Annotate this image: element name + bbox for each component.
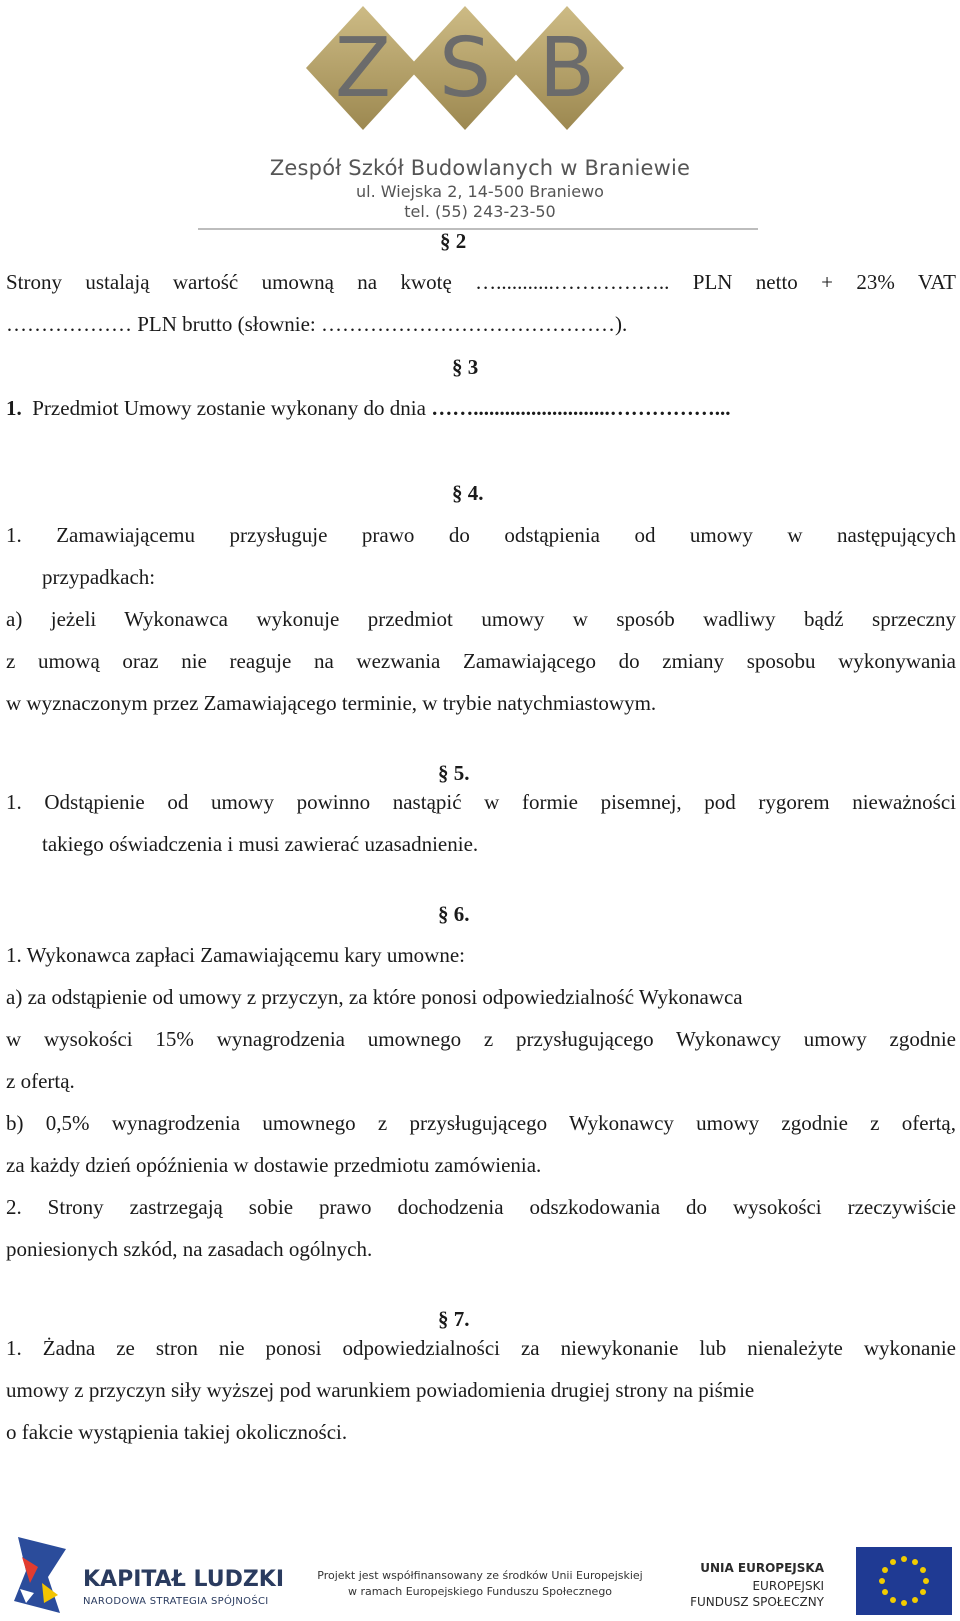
s4-line-5: w wyznaczonym przez Zamawiającego terminie, w trybie natychmiastowym. [6, 691, 657, 715]
kapital-ludzki-star-icon [8, 1531, 74, 1617]
section-3-heading: § 3 [452, 355, 479, 379]
s6-line-3: w wysokości 15% wynagrodzenia umownego z przysługującego Wykonawcy umowy zgodnie [6, 1027, 956, 1051]
kapital-ludzki-subtitle: NARODOWA STRATEGIA SPÓJNOŚCI [83, 1596, 269, 1607]
s4-line-3: a) jeżeli Wykonawca wykonuje przedmiot umowy w sposób wadliwy bądź sprzeczny [6, 607, 956, 631]
s6-line-2: a) za odstąpienie od umowy z przyczyn, za które ponosi odpowiedzialność Wykonawca [6, 985, 743, 1009]
s3-item-number: 1. [6, 396, 22, 420]
s2-line-1: Strony ustalają wartość umowną na kwotę …...........…………….. PLN netto + 23% VAT [6, 270, 956, 294]
s5-line-2: takiego oświadczenia i musi zawierać uzasadnienie. [42, 832, 479, 856]
ue-label-3: FUNDUSZ SPOŁECZNY [690, 1595, 824, 1609]
s7-line-2: umowy z przyczyn siły wyższej pod warunkiem powiadomienia drugiej strony na piśmie [6, 1378, 755, 1402]
header-divider [198, 228, 758, 230]
school-phone: tel. (55) 243-23-50 [404, 202, 556, 221]
school-name: Zespół Szkół Budowlanych w Braniewie [269, 156, 691, 180]
school-address: ul. Wiejska 2, 14-500 Braniewo [356, 182, 604, 201]
s7-line-1: 1. Żadna ze stron nie ponosi odpowiedzialności za niewykonanie lub nienależyte wykonanie [6, 1336, 956, 1360]
s6-line-4: z ofertą. [6, 1069, 75, 1093]
s6-line-6: za każdy dzień opóźnienia w dostawie przedmiotu zamówienia. [6, 1153, 542, 1177]
logo-letter-s: S [438, 21, 492, 116]
section-7-heading: § 7. [438, 1307, 470, 1331]
s4-line-1: 1. Zamawiającemu przysługuje prawo do odstąpienia od umowy w następujących [6, 523, 956, 547]
section-4-heading: § 4. [452, 481, 484, 505]
section-5-heading: § 5. [438, 761, 470, 785]
section-6-heading: § 6. [438, 902, 470, 926]
s6-line-1: 1. Wykonawca zapłaci Zamawiającemu kary umowne: [6, 943, 465, 967]
zsb-logo [0, 0, 960, 160]
project-funding-line-1: Projekt jest współfinansowany ze środków Unii Europejskiej [317, 1569, 643, 1582]
s5-line-1: 1. Odstąpienie od umowy powinno nastąpić w formie pisemnej, pod rygorem nieważności [6, 790, 956, 814]
project-funding-line-2: w ramach Europejskiego Funduszu Społecznego [347, 1585, 613, 1598]
s3-date-placeholder: ……..........................……………... [431, 396, 731, 420]
s4-line-4: z umową oraz nie reaguje na wezwania Zamawiającego do zmiany sposobu wykonywania [6, 649, 956, 673]
section-2-heading: § 2 [440, 229, 467, 253]
s3-line-1 [6, 395, 730, 421]
ue-label-2: EUROPEJSKI [752, 1579, 824, 1593]
s3-item-text: Przedmiot Umowy zostanie wykonany do dnia [32, 396, 432, 420]
ue-label-1: UNIA EUROPEJSKA [700, 1561, 824, 1575]
document-footer [0, 1525, 960, 1621]
s6-line-5: b) 0,5% wynagrodzenia umownego z przysługującego Wykonawcy umowy zgodnie z ofertą, [6, 1111, 956, 1135]
logo-letter-b: B [538, 21, 596, 116]
kapital-ludzki-title: KAPITAŁ LUDZKI [83, 1567, 285, 1592]
s4-line-2: przypadkach: [42, 565, 156, 589]
document-header [0, 0, 960, 240]
logo-letter-z: Z [334, 21, 392, 116]
s6-line-8: poniesionych szkód, na zasadach ogólnych. [6, 1237, 373, 1261]
eu-flag-icon [856, 1547, 952, 1615]
s7-line-3: o fakcie wystąpienia takiej okoliczności. [6, 1420, 348, 1444]
s2-line-2: ……………… PLN brutto (słownie: ……………………………………). [6, 312, 628, 336]
s6-line-7: 2. Strony zastrzegają sobie prawo dochodzenia odszkodowania do wysokości rzeczywiście [6, 1195, 956, 1219]
